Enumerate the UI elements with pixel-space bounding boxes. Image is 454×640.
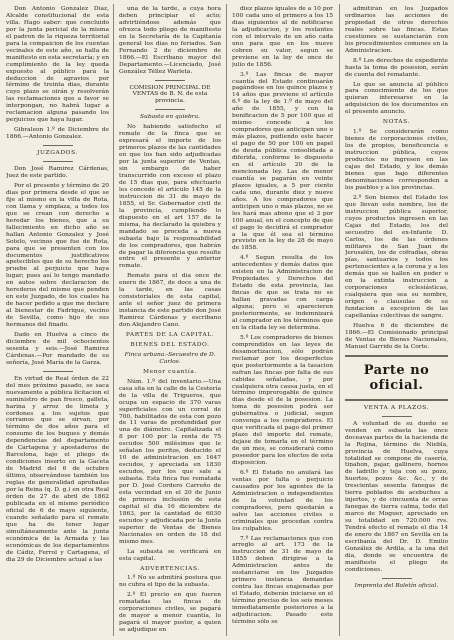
subheading-finca: Finca urbana.-Secuestro de D. Carlos. (124, 351, 216, 365)
advertencia-6: 6.º El Estado no anulará las ventas por falta o perjuicio causados por los agentes de la Administracion o independientes de la voluntad de los compradores, pero quedarán a salvo las acciones civiles o criminales que procedan contra los culpables. (232, 469, 333, 532)
summons-date: Dado en Huelva a cinco de diciembre de mil ochocientos sesenta y seis.—José Ramirez Cárdenas.—Por mandado de su señoría, José María de la Garza. (6, 331, 109, 366)
double-rule (345, 399, 448, 401)
quiebra-paragraph: No habiendo satisfecho el remate de la finca que se expresará el importe de los primeros plazos de las cantidades en que los han sido adjudicadas por la junta superior de Ventas, sin embargo de haber transcurrido con exceso el plazo de 15 dias que, para efectuarlo les concede el artículo 145 de la instruccion de 31 de mayo de 1855, el Sr. Gobernador civil de la provincia, cumpliendo lo dispuesto en el art 157 de la misma, ha declarado la quiebra y mandado se proceda a nueva subasta bajo la responsabilidad de los compradores, que habrán de pagar la diferencia que resulte entre el presente y anterior remate. (119, 124, 221, 270)
column-1 (6, 6, 109, 634)
venta-paragraph: A voluntad de su dueño se venden en subasta las once doceavas partes de la hacienda de la Rojina, término de Niebla, provincia de Huelva, cuya totalidad se compone de casería, tinahon, pajar, gallinero, hornos de ladrillo y teja con su pozo, huertos, pozos &c. &c., y de trescientas sesenta fanegas de tierra poblados de acebuches a injertos, y de cincuenta de orras fanegas de tierra calma, todo del marco de Moguer, apreciado en su totalidad en 720.000 rvs. Tendrá efecto el remate el dia 14 de enero de 1867 en Sevilla en la escribanía del Dr. D. Emilio González de Ardila, a la una del dia, donde se encuentra de manifiesto el pliego de condiciones. (345, 420, 448, 573)
advertencia-7: 7.º Las reclamaciones que con arreglo al art. 173 de la instruccion de 31 de mayo de 1855 deben dirigirse a la Administracion antes de sustanciarse en los Juzgados primero instancia demandas contra las fincas enajenadas por el Estado, deberán iniciarse en el término preciso de los seis meses inmediatamente posteriores a la adjudicacion. Pasado este término sólo se (232, 535, 333, 625)
column-3 (232, 6, 333, 634)
subheading-venta-plazos: VENTA A PLAZOS. (363, 404, 430, 411)
comision-signature: Huelva 6 de diciembre de 1866.—El Comisionado principal de Ventas de Bienes Nacionales, Manuel Garrido de la Corte. (345, 322, 448, 350)
double-rule (345, 355, 448, 357)
column-divider (113, 4, 114, 636)
column-divider (226, 4, 227, 636)
advertencia-2: 2.º El precio en que fueren rematadas las fincas de corporaciones civiles, se pagará de mayor a menor cuantía, lo pagará el mayor postor, a quien se adjudique en (119, 592, 221, 634)
printer-footer: Imprenta del Boletín oficial. (354, 582, 439, 589)
column-2 (119, 6, 221, 634)
separator (382, 578, 412, 579)
subheading-subasta: Subasta en quiebra. (140, 114, 200, 121)
column-divider (339, 4, 340, 636)
section-heading-juzgados: JUZGADOS. (36, 150, 79, 157)
advertencia-5: 5.º Los compradores de bienes comprendidos en las leyes de desamortizacion, sólo podrán reclamar por los desperfectos que posteriormente a la tasacion sufran las fincas por falta de sus cabidas señaladas, y por cualquiera otra causa justa, en el término improrogable de quince dias desde el de la posesion. La toma de posesion podrá ser gubernativa o judicial, segun convenga a los compradores. El que verificada el pago del primer plazo del importe del remate, dejase de tomarla en el término de un mes, se considerará como poseedor para los efectos de esta disposicion. (232, 334, 333, 466)
edict-signature: Gibraleon 1.º de Diciembre de 1866.—Antonio Gonzalez. (6, 127, 109, 141)
reclamaciones-continuation: admitirán en los Juzgados ordinarios las acciones de propiedad de otros derechos reales sobre las fincas. Estas cuestiones se sustanciarán con los procedimientos comunes en la Administracion. (345, 6, 448, 54)
separator (155, 80, 185, 81)
plazos-paragraph: diez plazos iguales de a 10 por 100 cada uno el primero a los 15 dias siguientes al de notificarse la adjudicacion, y los restantes con el intervalo de un año cada uno para que en los nueve cobren su valor, segun se previene en la ley de once de julio de 1856. (232, 6, 333, 68)
separator (155, 109, 185, 110)
nota-2: 2.º Son bienes del Estado los que llevan este nombre, los de instruccion pública superior, cuyos productos ingresen en las Cajas del Estado, los del secuestro del ex-Infante D. Carlos, los de las órdenes militares de San Juan de Jerusalén, los de cofradías, obras pías, santuarios y todos los pertenecientes a la corona y a los demás que se hallen en poder o en la extinta instruccion a corporaciones eclesiásticas, cualquiera que sea su nombre, origen o clausulas de su fundacion a excepcion de las capellanías colectivas de sangre. (345, 194, 448, 320)
advertencia-8: 8.º Los derechos de expediente hasta la toma de posesion, serán de cuenta del rematante. (345, 57, 448, 78)
nota-1: 1.º Se considerarán como bienes de corporaciones civiles, los de propios, beneficencia e instruccion pública, cuyos productos no ingresen en las cajas del Estado, y los demás bienes que bajo diferentes denominaciones corresponden a los pueblos y a los provincias. (345, 129, 448, 191)
edict-paragraph: Don Antonio Gonzalez Diaz, Alcalde constitucional de esta villa. Hago saber: que concluido por la junta pericial de la misma el padron de la riqueza territorial para la compaicion de los cuentas vecinales de este año, se halla de manifiesto en esta secretaría; y en cumplimiento de la ley queda expuesto al público para la deduccion de agravios por término de treinta dias, durante cuyo plazo se oirán y resolverán las reclamaciones que a favor se interpongan, no habrá lugar a reclamacion alguna pasando los perjuicios que haya lugar. (6, 6, 109, 124)
tender-paragraph: En virtud de Real órden de 22 del mes próximo pasado, se saca nuevamente a pública licitacion el suministro de pan fresco, galleta, harina y arroz de limeta y cordones a los sujetos que cerramos que se sirvan, por término de dos años para el consumo de los buques y demás dependencias del departamento de Cartagena y apostaderos de Barcelona, bajo el pliego de condiciones inserto en la Gaceta de Madrid del 6 de octubre último, observándose también los reglas de generalidad aprobadas por la Reina (q. D. g.) en otra Real órden de 27 de abril de 1862 publicada en el mismo periódico oficial de 6 de mayo siguiente, cuando señalado para el remate que ha de tener lugar simultáneamente ante la junta económica de la Armada y las económicas de los departamentos de Cádiz, Ferrol y Cartagena, el dia 29 de Diciembre actual a las (6, 375, 109, 563)
separator (382, 416, 412, 417)
summons-paragraph: Por el presente y término de 20 dias por primera desde el que se fije al mismo en la villa de Rota, con llama y emplaza, a todos los que se crean con derecho a heredar los bienes, que a su fallecimiento en dicho año se hallan Antonio Gonzalez y José Sotelo, vecinos que fue de Rota, para que se presenten con los documentos justificativos apetecibles que de su herecho los pruebe al perjuicio que haya lugar; pues así lo tengo mandado en autos sobre declaracion de herederos del mismo que penden en este Juzgado, de los cuales ha de hacer pedido a que me declare al bienestar de Fadrique, vecino de Sevilla, como hijo de sus hermanos del finado. (6, 182, 109, 329)
section-heading-comision: COMISION PRINCIPAL DE VENTAS de B. N. de esta provincia. (129, 84, 211, 105)
advertencia-1: 1.º No se admitirá postura que no cubra el tipo de la subasta. (119, 575, 221, 589)
remate-paragraph: Remate para el dia once de enero de 1867, de doce a una de la tarde, en las casas consistoriales de esta capital, ante el señor juez de primera instancia de este partido don José Ramirez Cárdenas y escribano don Alejandro Cano. (119, 273, 221, 329)
anuncio-closing: Lo que se anuncia al público para conocimiento de los que quieran interesarse en la adquisicion de los documentos en el presente anuncio. (345, 81, 448, 116)
section-title-parte-no-oficial: Parte no oficial. (363, 362, 430, 393)
separator (43, 161, 73, 162)
advertencia-4: 4.º Segun resulta de los antecedentes y demás datos que existen en la Administracion de Propiedades y Derechos del Estado de esta provincia, las fincas de que se trata no se hallan gravadas con carga alguna; pero si aparecieren posteriormente, se indemnizará al comprador en los términos que en la citada ley se determina. (232, 255, 333, 331)
judge-intro: Don José Ramirez Cárdenas, Juez de este partido. (6, 166, 109, 180)
advertencia-3: 3.º Las fincas de mayor cuantía del Estado continuarán pagándose en los quince plazos y 14 años que previene el artículo 6.º de la ley de 1.º de mayo del año de 1855, y con la bonificacion de 5 por 100 que el mismo concede a los compradores que anticipen uno o más plazos, pudiendo este hacer el pago de 50 por 100 en papel de deuda pública consolidada a diferida, conforme lo dispuesto en el artículo 20 de la mencionada ley. Las de menor cuantía se pagarán en veinte plazos iguales, a 5 por ciento cada uno, durante diez y nueve años. A los compradores que anticipen uno o más plazos, no se les hará mas abono que el 3 por 100 anual, en el concepto de que el pago lo decidirá el comprador a la que él sea el término previsto en la ley de 28 de mayo de 1858. (232, 71, 333, 252)
subheading-notas: NOTAS. (382, 119, 411, 126)
subheading-bienes: BIENES DEL ESTADO. (130, 341, 210, 348)
subheading-cuantia: Menor cuantía. (143, 368, 197, 375)
subasta-location: La subasta se verificará en esta capital. (119, 548, 221, 562)
tender-continuation: una de la tarde, a cuya hora deben principiar el acto; advirtiéndose además que ofrezca todo pliego de manifiesto en la Secretaría de la Capitanía general los dias no feriados. San Fernando 2 de diciembre de 1866.—El Escribano mayor del Departamento.—Licenciado, José González Téllez Warleta. (119, 6, 221, 75)
inventory-paragraph: Núm. 1.º del inventario.—Una casa sita en la calle de la Cestería de la villa de Trigueros, que ocupa un espacio de 370 varas superficiales con un corral de 700, habilitados de esta con pozo de 11 varas de profundidad por una de diámetro. Capitalizada el 8 por 100 por la renta de 75 escudos 500 milésimos que le señalan los peritos, deducido el 10 de administracion en 1647 escudos, y apreciada en 1830 escudos, por los que sale a subasta. Esta finca fue rematada por D. José Cordero Carreño de esta vecindad en el 20 de Junio de primera inclusión de esta capital el dia 16 diciembre de 1863, por la cantidad de 6030 escudos y adjudicada por la Junta superior de Ventas de Bienes Nacionales en orden de 18 del mismo mes. (119, 378, 221, 545)
separator (43, 371, 73, 372)
separator (43, 145, 73, 146)
subheading-advertencias: ADVERTENCIAS. (140, 565, 200, 572)
column-4 (345, 6, 448, 634)
subheading-partes: PARTES DE LA CAPITAL. (125, 331, 215, 338)
